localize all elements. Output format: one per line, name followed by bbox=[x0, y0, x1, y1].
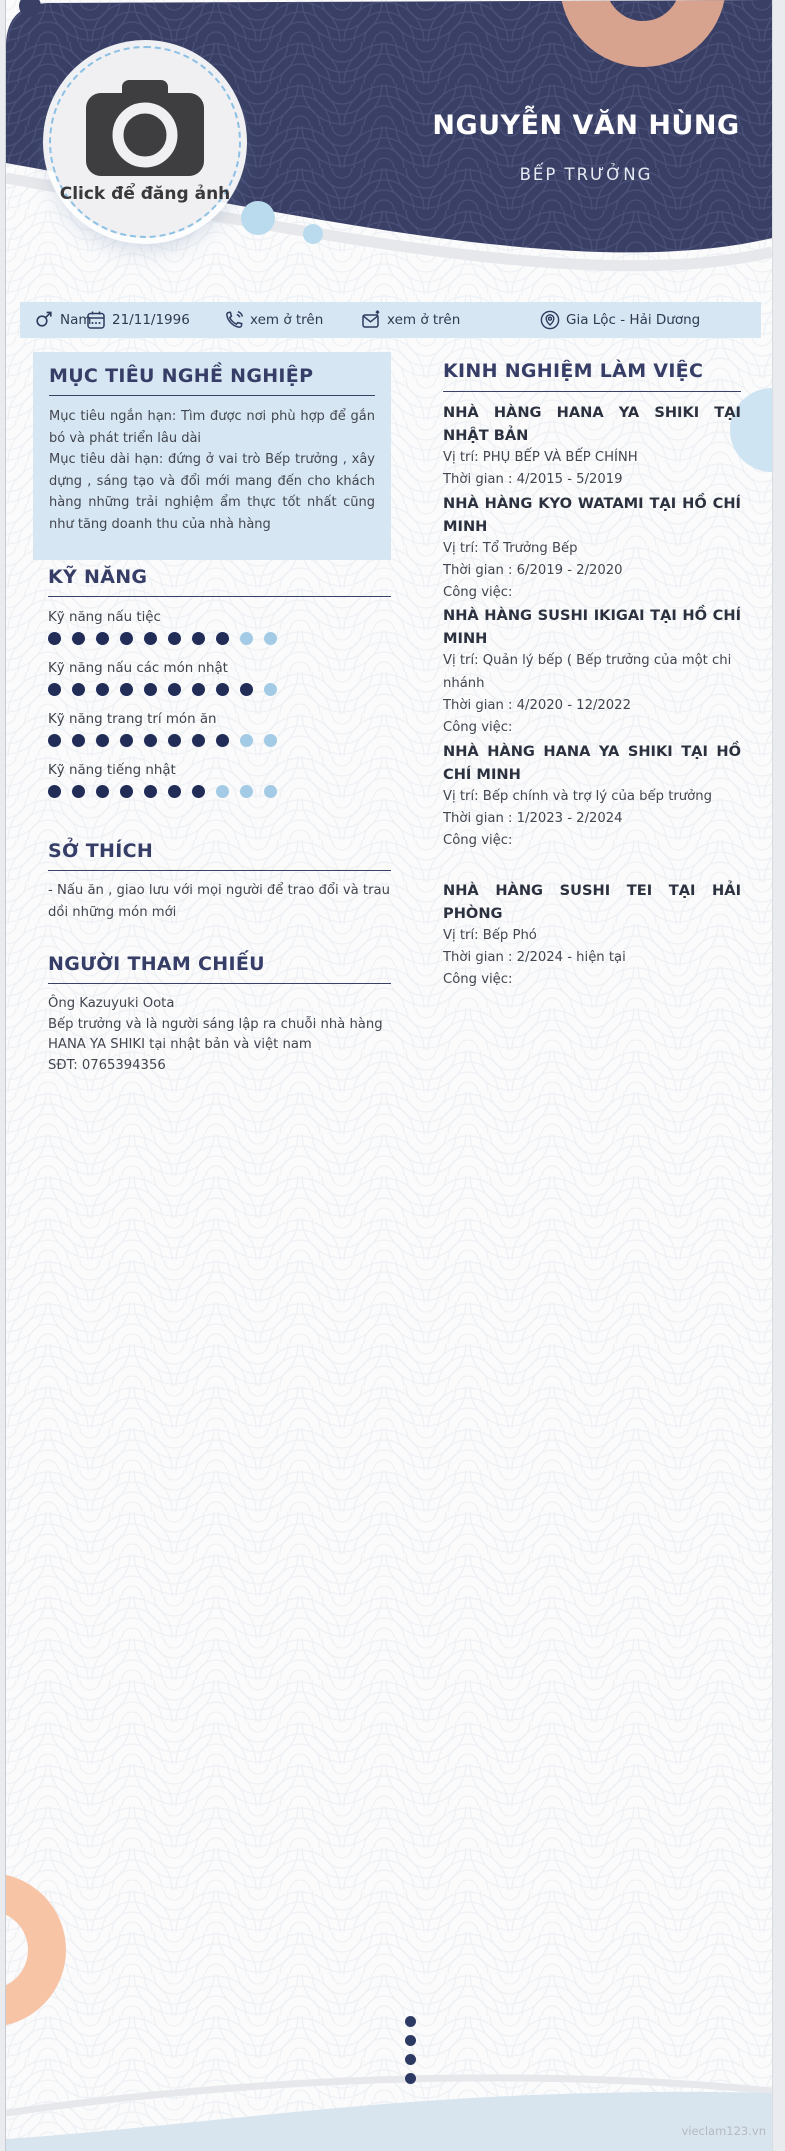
position-line: Vị trí: Bếp Phó bbox=[443, 927, 537, 943]
watermark: vieclam123.vn bbox=[681, 2124, 766, 2138]
time-line: Thời gian : 4/2020 - 12/2022 bbox=[443, 698, 631, 714]
skill-label: Kỹ năng tiếng nhật bbox=[48, 763, 176, 778]
phone-value: xem ở trên bbox=[250, 312, 324, 328]
objective-long-term: Mục tiêu dài hạn: đứng ở vai trò Bếp trưởng , xây dựng , sáng tạo và đổi mới mang đến cho khách hàng những trải nghiệm ẩm thực tốt nhất cũng như tăng doanh thu của nhà hàng bbox=[49, 452, 375, 532]
email-value: xem ở trên bbox=[387, 312, 461, 328]
experience-entry bbox=[443, 401, 741, 492]
position-line: Vị trí: Tổ Trưởng Bếp bbox=[443, 540, 578, 556]
experience-entry bbox=[443, 604, 741, 739]
skill-dot-filled bbox=[48, 683, 61, 696]
skill-dot-filled bbox=[168, 785, 181, 798]
reference-title: NGƯỜI THAM CHIẾU bbox=[48, 953, 391, 984]
skill-dot-filled bbox=[144, 734, 157, 747]
skill-dot-filled bbox=[48, 785, 61, 798]
hobbies-text: - Nấu ăn , giao lưu với mọi người để trao đổi và trau dồi những món mới bbox=[48, 883, 390, 920]
reference-description: Bếp trưởng và là người sáng lập ra chuỗi nhà hàng HANA YA SHIKI tại nhật bản và việt nam bbox=[48, 1016, 383, 1052]
decorative-dots-column bbox=[405, 2016, 416, 2084]
mail-icon bbox=[361, 310, 381, 330]
position-line: Vị trí: Quản lý bếp ( Bếp trưởng của một chi nhánh bbox=[443, 653, 732, 691]
reference-name: Ông Kazuyuki Oota bbox=[48, 996, 175, 1011]
skill-dot-filled bbox=[144, 785, 157, 798]
skill-dot-filled bbox=[72, 683, 85, 696]
skill-dot-filled bbox=[144, 632, 157, 645]
gender-value: Nam bbox=[60, 312, 92, 328]
skill-item bbox=[48, 763, 391, 798]
skill-dot-filled bbox=[144, 683, 157, 696]
experience-entry bbox=[443, 879, 741, 992]
skill-dot-filled bbox=[168, 632, 181, 645]
work-label: Công việc: bbox=[443, 833, 513, 849]
skill-dot-filled bbox=[96, 785, 109, 798]
address-item bbox=[540, 302, 700, 338]
skill-dot-empty bbox=[240, 734, 253, 747]
company-name: NHÀ HÀNG SUSHI TEI TẠI HẢI PHÒNG bbox=[443, 881, 741, 922]
skill-dot-filled bbox=[96, 632, 109, 645]
gender-icon bbox=[34, 310, 54, 330]
reference-phone: SĐT: 0765394356 bbox=[48, 1057, 166, 1073]
time-line: Thời gian : 4/2015 - 5/2019 bbox=[443, 472, 623, 488]
skill-level-dots bbox=[48, 734, 391, 747]
skill-dot-filled bbox=[72, 734, 85, 747]
skill-dot-empty bbox=[240, 785, 253, 798]
company-name: NHÀ HÀNG HANA YA SHIKI TẠI NHẬT BẢN bbox=[443, 404, 741, 444]
work-label: Công việc: bbox=[443, 720, 513, 736]
skill-dot-empty bbox=[264, 734, 277, 747]
time-line: Thời gian : 2/2024 - hiện tại bbox=[443, 949, 626, 965]
footer-wave bbox=[6, 2051, 772, 2151]
hobbies-title: SỞ THÍCH bbox=[48, 840, 391, 871]
personal-info-bar bbox=[20, 302, 761, 338]
skill-level-dots bbox=[48, 632, 391, 645]
experience-list bbox=[443, 401, 741, 991]
position-line: Vị trí: Bếp chính và trợ lý của bếp trưởng bbox=[443, 788, 712, 804]
skill-dot-filled bbox=[96, 683, 109, 696]
skills-title: KỸ NĂNG bbox=[48, 566, 391, 597]
skill-dot-empty bbox=[240, 632, 253, 645]
experience-section bbox=[443, 360, 741, 991]
skill-dot-empty bbox=[264, 632, 277, 645]
company-name: NHÀ HÀNG HANA YA SHIKI TẠI HỒ CHÍ MINH bbox=[443, 742, 741, 783]
skill-dot-filled bbox=[168, 734, 181, 747]
job-title: BẾP TRƯỞNG bbox=[519, 165, 653, 184]
time-line: Thời gian : 1/2023 - 2/2024 bbox=[443, 810, 623, 826]
cv-page bbox=[5, 0, 773, 2151]
skill-dot-filled bbox=[120, 632, 133, 645]
skill-dot-filled bbox=[96, 734, 109, 747]
company-name: NHÀ HÀNG KYO WATAMI TẠI HỒ CHÍ MINH bbox=[443, 494, 741, 535]
skill-dot-filled bbox=[48, 632, 61, 645]
dob-item bbox=[86, 302, 190, 338]
experience-entry bbox=[443, 492, 741, 605]
address-value: Gia Lộc - Hải Dương bbox=[566, 312, 701, 328]
skill-dot-filled bbox=[216, 734, 229, 747]
skill-dot-empty bbox=[264, 683, 277, 696]
skill-dot-filled bbox=[168, 683, 181, 696]
work-label: Công việc: bbox=[443, 585, 513, 601]
skill-label: Kỹ năng trang trí món ăn bbox=[48, 712, 217, 727]
phone-icon bbox=[224, 310, 244, 330]
photo-upload-label: Click để đăng ảnh bbox=[59, 184, 231, 204]
skill-label: Kỹ năng nấu tiệc bbox=[48, 610, 161, 625]
candidate-name: NGUYỄN VĂN HÙNG bbox=[432, 110, 740, 141]
skill-dot-empty bbox=[264, 785, 277, 798]
skill-dot-filled bbox=[48, 734, 61, 747]
skill-level-dots bbox=[48, 785, 391, 798]
skill-dot-filled bbox=[72, 632, 85, 645]
skill-dot-filled bbox=[120, 683, 133, 696]
skill-level-dots bbox=[48, 683, 391, 696]
dob-value: 21/11/1996 bbox=[112, 312, 190, 328]
phone-item bbox=[224, 302, 323, 338]
header-name-block bbox=[406, 110, 766, 184]
objective-short-term: Mục tiêu ngắn hạn: Tìm được nơi phù hợp để gắn bó và phát triển lâu dài bbox=[49, 409, 375, 446]
skill-dot-empty bbox=[216, 785, 229, 798]
calendar-icon bbox=[86, 310, 106, 330]
skill-dot-filled bbox=[192, 734, 205, 747]
skill-item bbox=[48, 610, 391, 645]
skill-dot-filled bbox=[216, 683, 229, 696]
gender-item bbox=[34, 302, 92, 338]
skill-item bbox=[48, 712, 391, 747]
camera-icon bbox=[86, 80, 204, 176]
skill-dot-filled bbox=[192, 683, 205, 696]
skill-dot-filled bbox=[120, 734, 133, 747]
experience-title: KINH NGHIỆM LÀM VIỆC bbox=[443, 360, 741, 392]
time-line: Thời gian : 6/2019 - 2/2020 bbox=[443, 562, 623, 578]
skill-item bbox=[48, 661, 391, 696]
position-line: Vị trí: PHỤ BẾP VÀ BẾP CHÍNH bbox=[443, 450, 638, 465]
skill-dot-filled bbox=[192, 785, 205, 798]
objective-title: MỤC TIÊU NGHỀ NGHIỆP bbox=[49, 365, 375, 396]
skill-dot-filled bbox=[240, 683, 253, 696]
reference-block bbox=[48, 994, 391, 1076]
skill-dot-filled bbox=[216, 632, 229, 645]
skills-list bbox=[48, 610, 391, 814]
skill-dot-filled bbox=[120, 785, 133, 798]
skill-dot-filled bbox=[72, 785, 85, 798]
work-label: Công việc: bbox=[443, 972, 513, 988]
company-name: NHÀ HÀNG SUSHI IKIGAI TẠI HỒ CHÍ MINH bbox=[443, 607, 741, 648]
experience-entry bbox=[443, 740, 741, 853]
blue-dot-small bbox=[303, 224, 323, 244]
skill-label: Kỹ năng nấu các món nhật bbox=[48, 661, 228, 676]
objective-section bbox=[33, 352, 391, 560]
email-item bbox=[361, 302, 460, 338]
location-icon bbox=[540, 310, 560, 330]
skill-dot-filled bbox=[192, 632, 205, 645]
photo-upload-circle[interactable] bbox=[49, 46, 241, 238]
blue-dot-large bbox=[241, 201, 275, 235]
